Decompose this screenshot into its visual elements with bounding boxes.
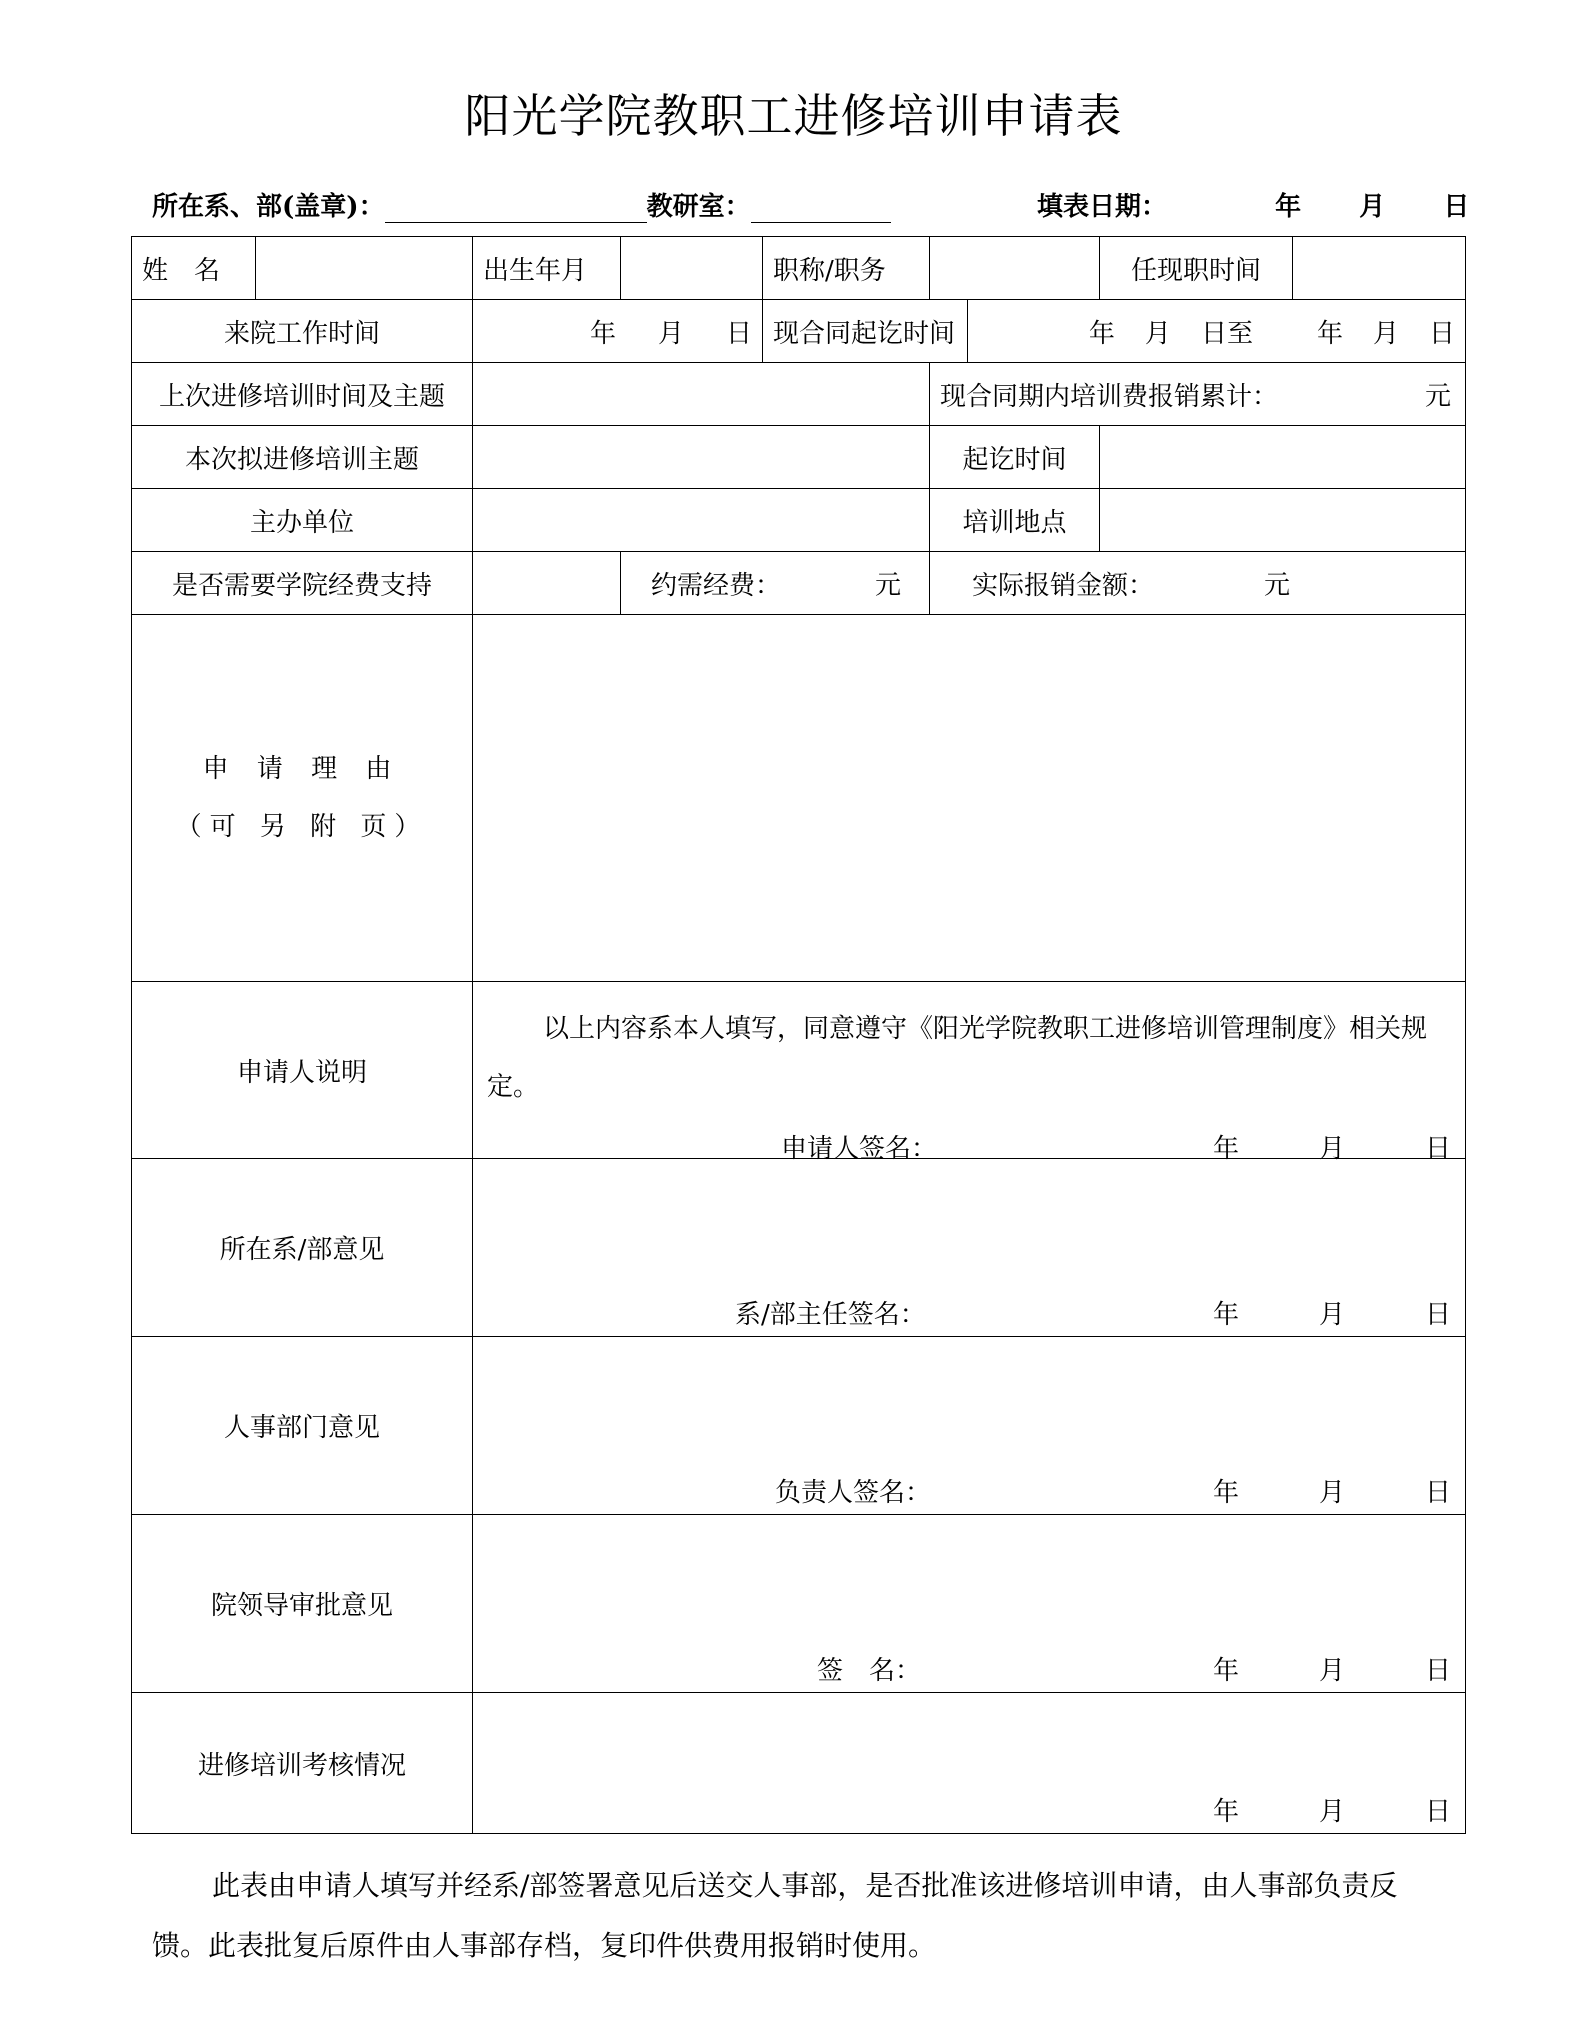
office-label: 教研室： [646,192,751,222]
fill-date-year: 年 [1275,192,1302,222]
name-label: 姓 名 [132,237,256,300]
fill-date [1037,186,1469,223]
assessment-label: 进修培训考核情况 [132,1693,473,1834]
location-value[interactable] [1100,489,1466,552]
fill-date-month: 月 [1359,192,1386,222]
last-training-label: 上次进修培训时间及主题 [132,363,473,426]
estimated-cost[interactable] [621,552,930,615]
name-value[interactable] [256,237,473,300]
applicant-statement-cell[interactable] [473,982,1466,1164]
row-organizer [132,489,1466,552]
leader-sign-label: 签 名： [817,1656,922,1686]
row-funding [132,552,1466,615]
leader-opinion-label: 院领导审批意见 [132,1515,473,1693]
birth-value[interactable] [621,237,763,300]
reason-label: 申 请 理 由 （可 另 附 页） [132,615,473,982]
reimburse-total[interactable] [930,363,1466,426]
applicant-sign-date: 年 月 日 [1212,1134,1451,1164]
fill-date-label: 填表日期： [1037,192,1168,222]
leader-opinion-value[interactable] [473,1515,1466,1693]
form-title: 阳光学院教职工进修培训申请表 [464,89,1123,143]
applicant-statement: 以上内容系本人填写，同意遵守《阳光学院教职工进修培训管理制度》相关规定。 [487,1014,1428,1102]
applicant-label: 申请人说明 [132,982,473,1159]
dept-sign-date: 年 月 日 [1212,1300,1451,1330]
form-header-left [152,186,891,223]
dept-opinion-value[interactable] [473,1159,1466,1337]
row-last-training [132,363,1466,426]
applicant-sign-label: 申请人签名： [781,1134,938,1164]
dept-sign-label: 系/部主任签名： [735,1300,926,1330]
hr-opinion-label: 人事部门意见 [132,1337,473,1515]
fill-date-day: 日 [1443,192,1470,222]
leader-sign-date: 年 月 日 [1212,1656,1451,1686]
row-current-topic [132,426,1466,489]
office-blank[interactable] [751,194,891,223]
last-training-value[interactable] [473,363,930,426]
dept-blank[interactable] [385,194,647,223]
application-form-table [131,236,1466,1834]
reason-value[interactable] [473,615,1466,982]
footer-note: 此表由申请人填写并经系/部签署意见后送交人事部，是否批准该进修培训申请，由人事部负责反馈。此表批复后原件由人事部存档，复印件供费用报销时使用。 [152,1869,1398,1962]
hr-sign-label: 负责人签名： [775,1478,932,1508]
reimburse-total-unit: 元 [1424,381,1451,412]
hr-opinion-value[interactable] [473,1337,1466,1515]
contract-label: 现合同起讫时间 [763,300,968,363]
row-assessment [132,1693,1466,1834]
organizer-label: 主办单位 [132,489,473,552]
assessment-value[interactable] [473,1693,1466,1834]
row-reason [132,615,1466,982]
title-value[interactable] [930,237,1100,300]
row-leader-opinion [132,1515,1466,1693]
join-label: 来院工作时间 [132,300,473,363]
reimburse-total-label: 现合同期内培训费报销累计： [940,381,1279,412]
funding-label: 是否需要学院经费支持 [132,552,473,615]
row-hr-opinion [132,1337,1466,1515]
join-date-value[interactable]: 年 月 日 [473,300,763,363]
title-label: 职称/职务 [763,237,930,300]
current-topic-label: 本次拟进修培训主题 [132,426,473,489]
period-label: 起讫时间 [930,426,1100,489]
assessment-date: 年 月 日 [1212,1797,1451,1827]
contract-dates-value[interactable]: 年 月 日至 年 月 日 [968,300,1466,363]
current-topic-value[interactable] [473,426,930,489]
location-label: 培训地点 [930,489,1100,552]
hr-sign-date: 年 月 日 [1212,1478,1451,1508]
funding-value[interactable] [473,552,621,615]
actual-reimburse-label: 实际报销金额： [972,570,1155,601]
organizer-value[interactable] [473,489,930,552]
row-basic-info [132,237,1466,300]
row-dept-opinion [132,1159,1466,1337]
dept-opinion-label: 所在系/部意见 [132,1159,473,1337]
dept-label: 所在系、部(盖章)： [152,192,385,222]
tenure-value[interactable] [1293,237,1466,300]
actual-reimburse-unit: 元 [1264,570,1291,601]
birth-label: 出生年月 [473,237,621,300]
estimated-cost-label: 约需经费： [651,570,782,601]
row-applicant [132,982,1466,1159]
tenure-label: 任现职时间 [1100,237,1293,300]
actual-reimburse[interactable] [930,552,1466,615]
estimated-cost-unit: 元 [874,570,901,601]
row-work-dates [132,300,1466,363]
period-value[interactable] [1100,426,1466,489]
